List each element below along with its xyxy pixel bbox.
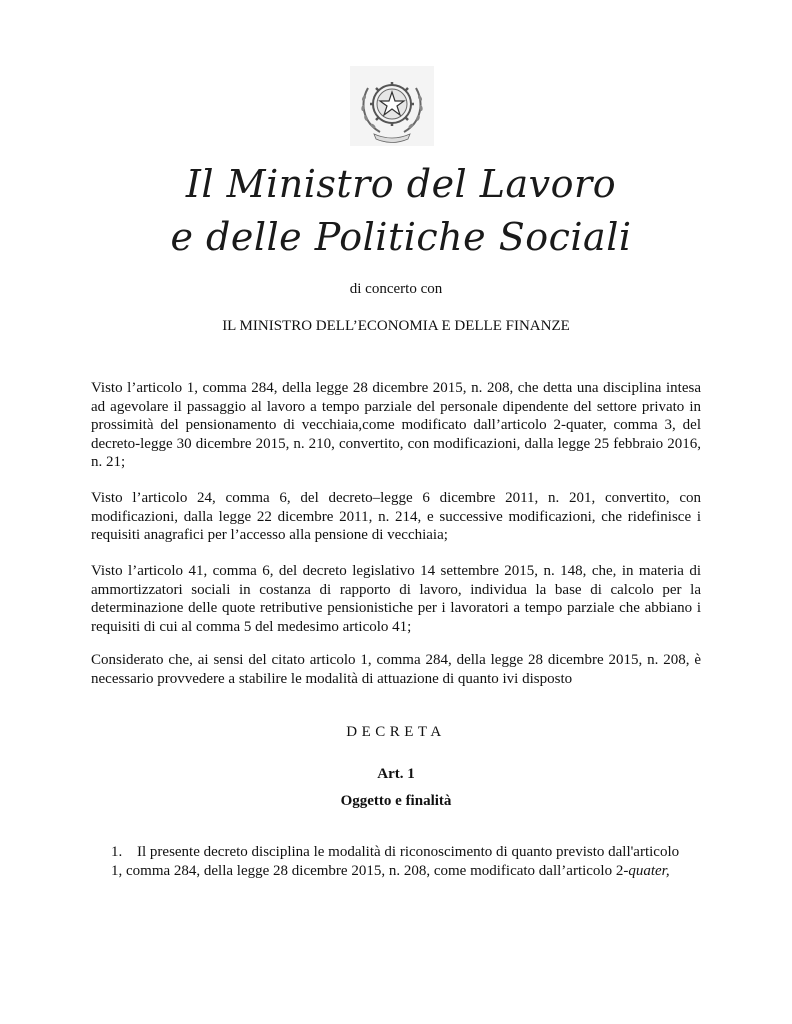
ministry-title-line1: Il Ministro del Lavoro: [185, 162, 617, 206]
recital-paragraph: Considerato che, ai sensi del citato articolo 1, comma 284, della legge 28 dicembre 2015, n. 208, è necessario provvedere a stabilire le modalità di attuazione di quanto ivi disposto: [91, 652, 701, 687]
recital-paragraph: Visto l’articolo 24, comma 6, del decreto–legge 6 dicembre 2011, n. 201, convertito, con modificazioni, dalla legge 22 dicembre 2011, n. 214, e successive modificazioni, che ridefinisce i requisiti anagrafici per l’accesso alla pensione di vecchiaia;: [91, 490, 701, 543]
item-text-line2: [111, 862, 701, 881]
concerto-text: di concerto con: [349, 281, 443, 297]
article-title: Oggetto e finalità: [340, 793, 452, 809]
article-number: Art. 1: [377, 766, 415, 782]
recital-paragraph: Visto l’articolo 41, comma 6, del decreto legislativo 14 settembre 2015, n. 148, che, in materia di ammortizzatori sociali in costanza di rapporto di lavoro, individua la base di calcolo per la determinazione delle quote retributive pensionistiche per i lavoratori a tempo parziale che abbiano i requisiti di cui al comma 5 del medesimo articolo 41;: [91, 563, 701, 635]
ministry-title-line2: e delle Politiche Sociali: [170, 215, 632, 259]
item-text-line2-start: 1, comma 284, della legge 28 dicembre 2015, n. 208, come modificato dall’articolo 2-: [111, 862, 629, 879]
article-item: [91, 843, 701, 880]
decreta-heading: DECRETA: [346, 724, 446, 740]
item-text-line1: Il presente decreto disciplina le modalità di riconoscimento di quanto previsto dall'articolo: [137, 844, 680, 860]
item-text-line2-italic: quater,: [628, 862, 670, 879]
co-ministry-heading: IL MINISTRO DELL’ECONOMIA E DELLE FINANZE: [222, 318, 570, 334]
recital-paragraph: Visto l’articolo 1, comma 284, della legge 28 dicembre 2015, n. 208, che detta una disciplina intesa ad agevolare il passaggio al lavoro a tempo parziale del personale dipendente del settore privato in prossimità del pensionamento di vecchiaia,come modificato dall’articolo 2-quater, comma 3, del decreto-legge 30 dicembre 2015, n. 210, convertito, con modificazioni, dalla legge 25 febbraio 2016, n. 21;: [91, 380, 701, 470]
item-number: 1.: [111, 844, 123, 860]
italian-republic-emblem-icon: [350, 66, 434, 146]
